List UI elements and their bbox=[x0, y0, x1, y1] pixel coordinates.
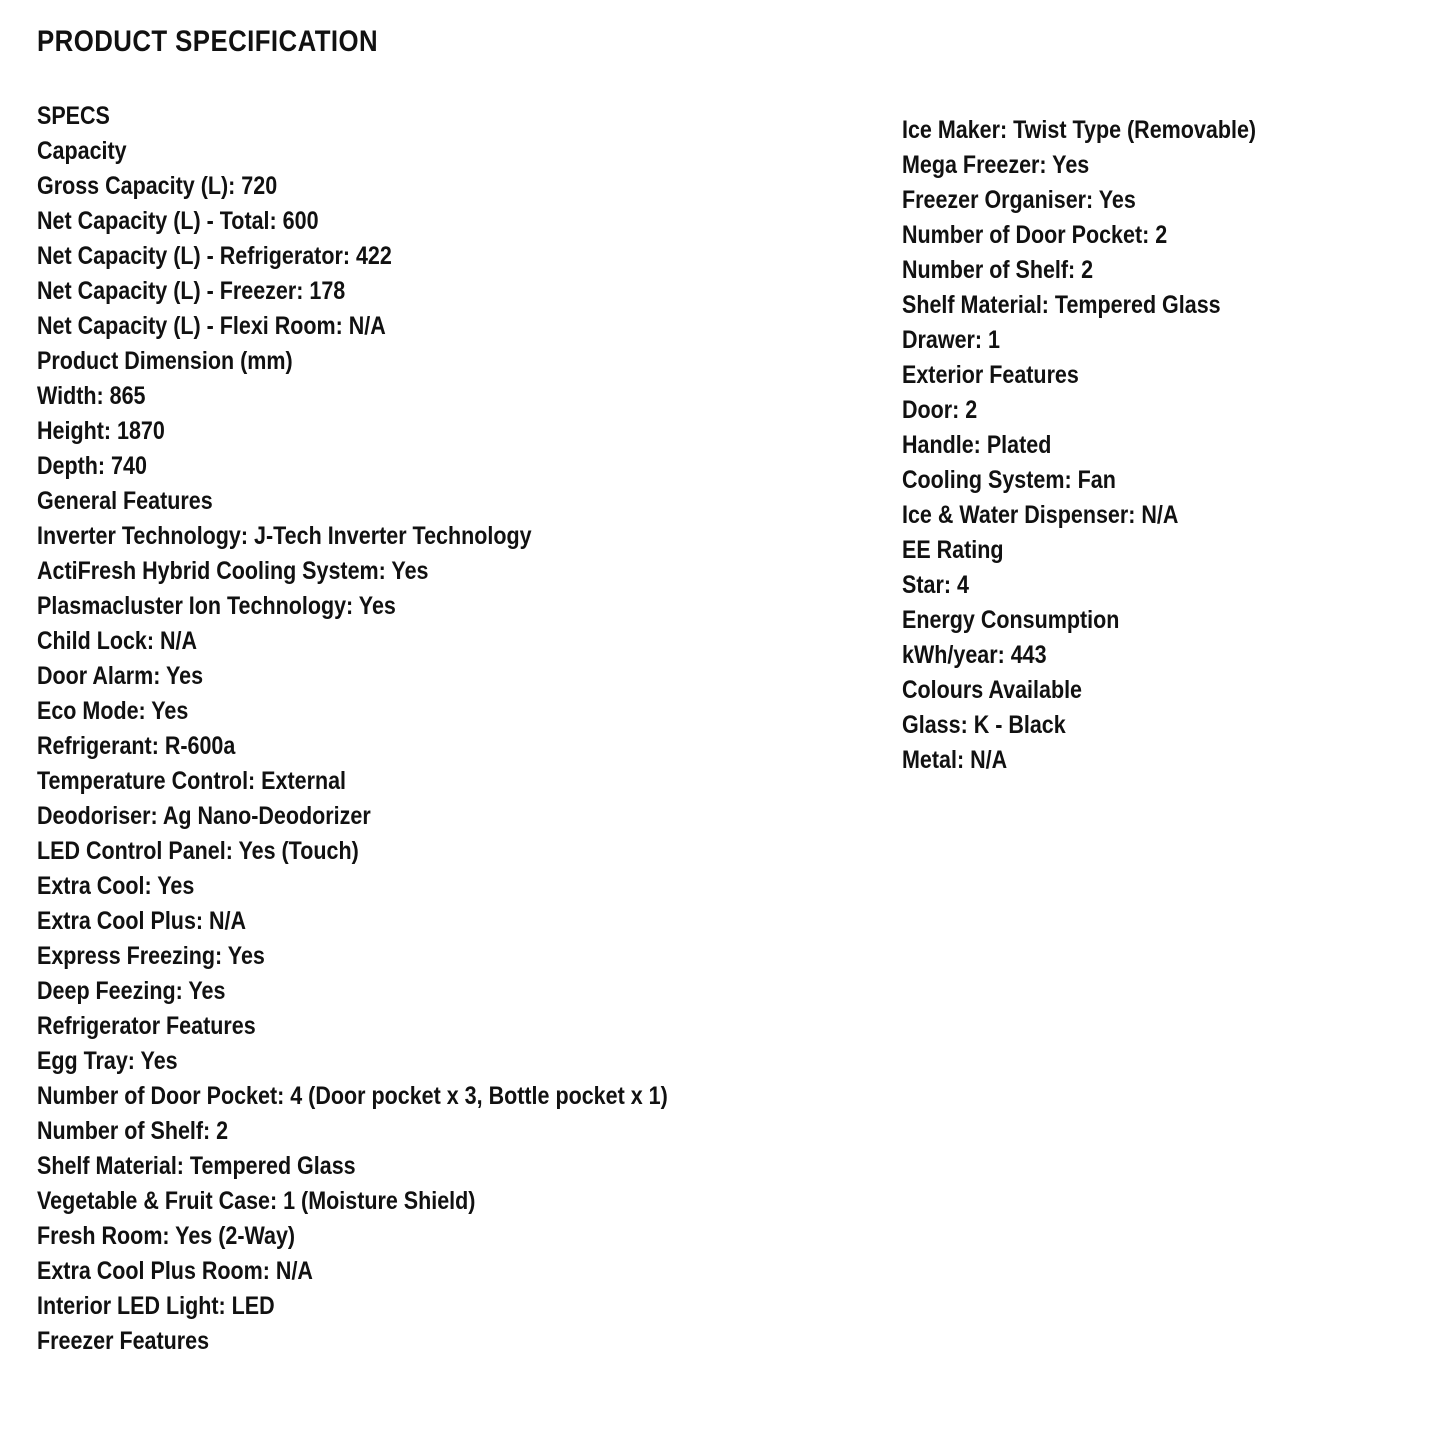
spec-group-heading: General Features bbox=[37, 487, 213, 515]
spec-line: Freezer Organiser: Yes bbox=[902, 186, 1136, 214]
spec-line: Height: 1870 bbox=[37, 417, 165, 445]
spec-group-heading: Energy Consumption bbox=[902, 606, 1120, 634]
spec-line: Net Capacity (L) - Flexi Room: N/A bbox=[37, 312, 386, 340]
spec-line: Interior LED Light: LED bbox=[37, 1292, 275, 1320]
spec-group-heading: Freezer Features bbox=[37, 1327, 210, 1355]
spec-line: Door Alarm: Yes bbox=[37, 662, 204, 690]
spec-group-heading: Product Dimension (mm) bbox=[37, 347, 293, 375]
spec-section-heading: SPECS bbox=[37, 102, 110, 130]
spec-line: Door: 2 bbox=[902, 396, 978, 424]
spec-line: Express Freezing: Yes bbox=[37, 942, 265, 970]
spec-line: Handle: Plated bbox=[902, 431, 1052, 459]
spec-line: Eco Mode: Yes bbox=[37, 697, 189, 725]
page-title: PRODUCT SPECIFICATION bbox=[37, 25, 379, 58]
spec-line: Temperature Control: External bbox=[37, 767, 347, 795]
spec-line: Glass: K - Black bbox=[902, 711, 1066, 739]
spec-line: Shelf Material: Tempered Glass bbox=[902, 291, 1221, 319]
spec-line: ActiFresh Hybrid Cooling System: Yes bbox=[37, 557, 429, 585]
spec-line: Extra Cool Plus Room: N/A bbox=[37, 1257, 313, 1285]
spec-line: Fresh Room: Yes (2-Way) bbox=[37, 1222, 296, 1250]
spec-line: Ice Maker: Twist Type (Removable) bbox=[902, 116, 1257, 144]
spec-line: Width: 865 bbox=[37, 382, 146, 410]
spec-line: Plasmacluster Ion Technology: Yes bbox=[37, 592, 396, 620]
spec-line: Deodoriser: Ag Nano-Deodorizer bbox=[37, 802, 371, 830]
spec-line: Child Lock: N/A bbox=[37, 627, 198, 655]
spec-line: Extra Cool Plus: N/A bbox=[37, 907, 247, 935]
spec-line: Vegetable & Fruit Case: 1 (Moisture Shield) bbox=[37, 1187, 476, 1215]
spec-line: Net Capacity (L) - Total: 600 bbox=[37, 207, 319, 235]
spec-group-heading: Refrigerator Features bbox=[37, 1012, 256, 1040]
spec-line: Shelf Material: Tempered Glass bbox=[37, 1152, 356, 1180]
spec-line: Number of Door Pocket: 4 (Door pocket x 3, Bottle pocket x 1) bbox=[37, 1082, 668, 1110]
spec-line: Drawer: 1 bbox=[902, 326, 1000, 354]
spec-line: Cooling System: Fan bbox=[902, 466, 1116, 494]
spec-line: LED Control Panel: Yes (Touch) bbox=[37, 837, 359, 865]
spec-line: Deep Feezing: Yes bbox=[37, 977, 226, 1005]
spec-line: Metal: N/A bbox=[902, 746, 1008, 774]
spec-line: Number of Door Pocket: 2 bbox=[902, 221, 1168, 249]
spec-line: kWh/year: 443 bbox=[902, 641, 1047, 669]
spec-line: Number of Shelf: 2 bbox=[37, 1117, 229, 1145]
spec-line: Net Capacity (L) - Freezer: 178 bbox=[37, 277, 346, 305]
spec-list-left bbox=[37, 99, 770, 1359]
spec-line: Extra Cool: Yes bbox=[37, 872, 195, 900]
spec-list-right bbox=[902, 113, 1314, 778]
spec-line: Number of Shelf: 2 bbox=[902, 256, 1094, 284]
spec-line: Refrigerant: R-600a bbox=[37, 732, 236, 760]
spec-line: Net Capacity (L) - Refrigerator: 422 bbox=[37, 242, 392, 270]
spec-group-heading: EE Rating bbox=[902, 536, 1004, 564]
spec-line: Inverter Technology: J-Tech Inverter Technology bbox=[37, 522, 532, 550]
spec-line: Egg Tray: Yes bbox=[37, 1047, 178, 1075]
spec-line: Mega Freezer: Yes bbox=[902, 151, 1090, 179]
spec-group-heading: Colours Available bbox=[902, 676, 1083, 704]
spec-line: Depth: 740 bbox=[37, 452, 147, 480]
spec-group-heading: Exterior Features bbox=[902, 361, 1079, 389]
spec-group-heading: Capacity bbox=[37, 137, 127, 165]
spec-line: Star: 4 bbox=[902, 571, 969, 599]
spec-line: Ice & Water Dispenser: N/A bbox=[902, 501, 1179, 529]
spec-line: Gross Capacity (L): 720 bbox=[37, 172, 278, 200]
